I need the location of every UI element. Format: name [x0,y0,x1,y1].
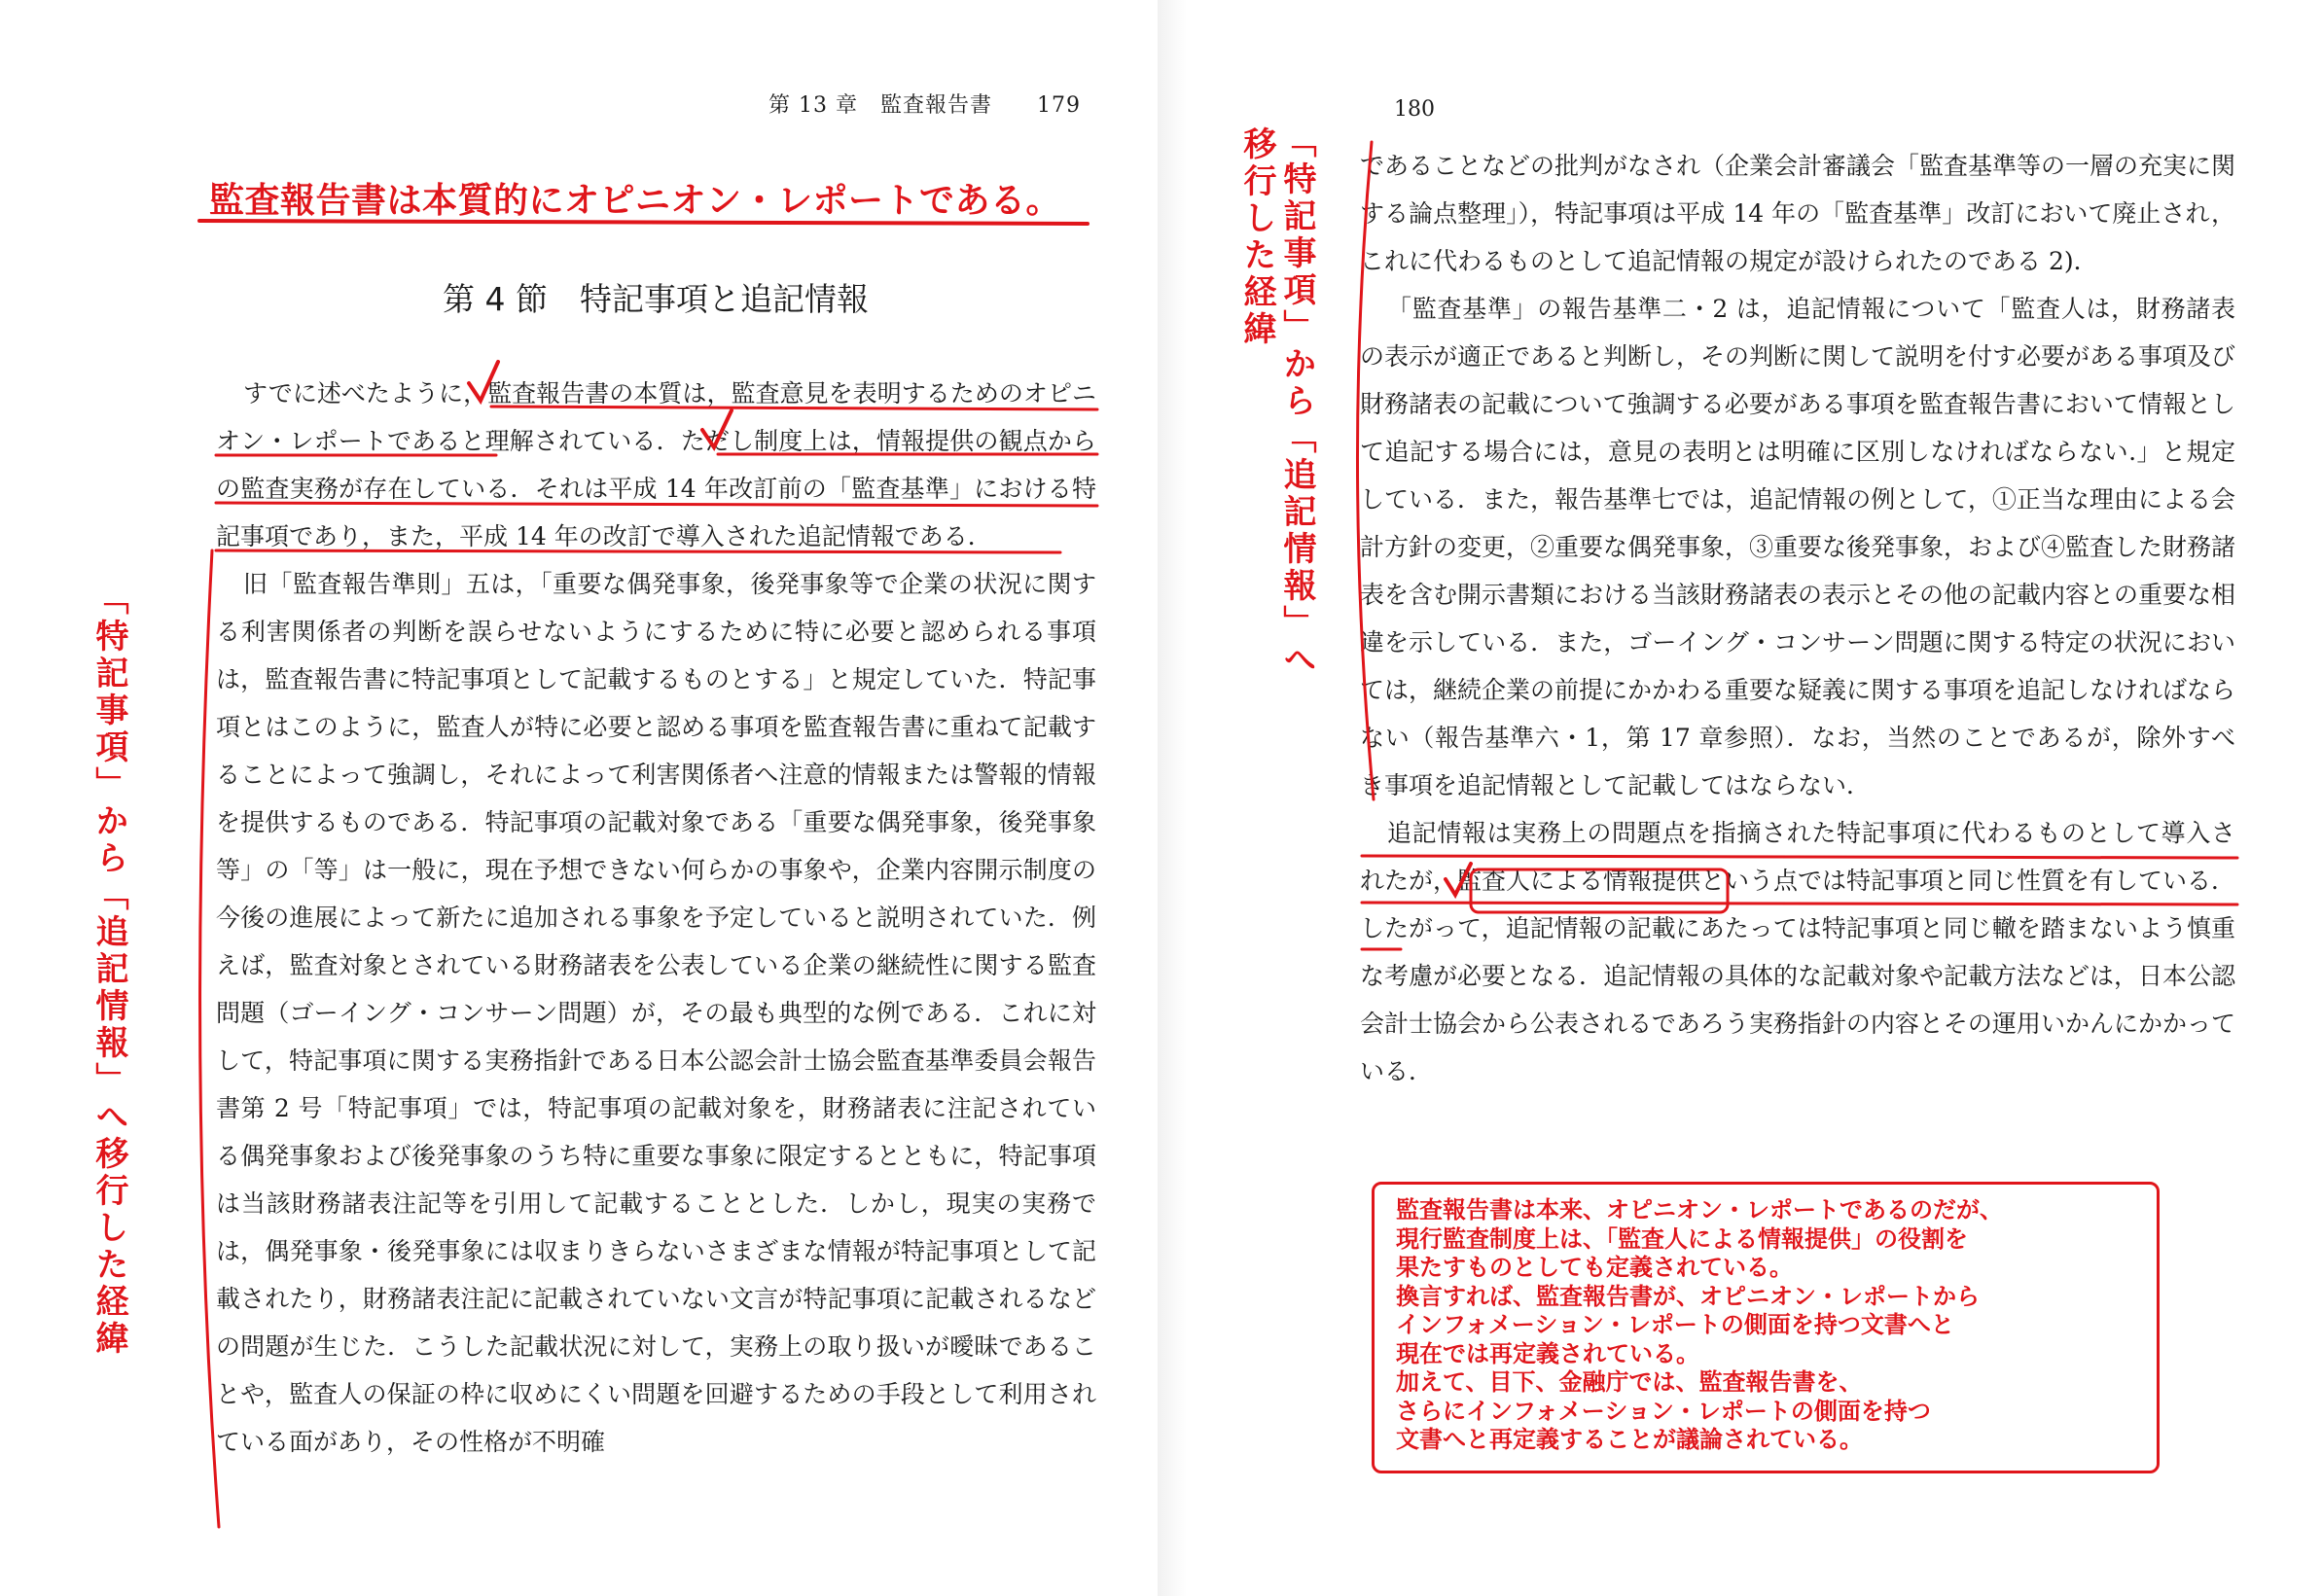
main-title: 監査報告書は本質的にオピニオン・レポートである。 [209,181,1062,221]
underline [216,550,1060,552]
summary-line: 換言すれば、監査報告書が、オピニオン・レポートから [1396,1282,1980,1310]
right-paragraph-1: であることなどの批判がなされ（企業会計審議会「監査基準等の一層の充実に関する論点整理」），特記事項は平成 14 年の「監査基準」改訂において廃止され，これに代わるものとして追記情報の規定が設けられたのである 2)． [1360,152,2236,275]
underline [216,503,1097,506]
summary-line: 果たすものとしても定義されている。 [1396,1254,1793,1281]
summary-line: さらにインフォメーション・レポートの側面を持つ [1396,1397,1931,1425]
summary-line: 文書へと再定義することが議論されている。 [1396,1426,1863,1453]
check-mark [469,362,498,401]
margin-annotation-b: 「特記事項」から「追記情報」へ [1277,124,1316,679]
paragraph-2: 旧「監査報告準則」五は，「重要な偶発事象，後発事象等で企業の状況に関する利害関係者の判断を誤らせないようにするために特に必要と認められる事項は，監査報告書に特記事項として記載するものとする」と規定していた．特記事項とはこのように，監査人が特に必要と認める事項を監査報告書に重ねて記載することによって強調し，それによって利害関係者へ注意的情報または警報的情報を提供するものである．特記事項の記載対象である「重要な偶発事象，後発事象等」の「等」は一般に，現在予想できない何らかの事象や，企業内容開示制度の今後の進展によって新たに追加される事象を予定していると説明されていた．例えば，監査対象とされている財務諸表を公表している企業の継続性に関する監査問題（ゴーイング・コンサーン問題）が，その最も典型的な例である．これに対して，特記事項に関する実務指針である日本公認会計士協会監査基準委員会報告書第 2 号「特記事項」では，特記事項の記載対象を，財務諸表に注記されている偶発事象および後発事象のうち特に重要な事象に限定するとともに，特記事項は当該財務諸表注記等を引用して記載することとした．しかし，現実の実務では，偶発事象・後発事象には収まりきらないさまざまな情報が特記事項として記載されたり，財務諸表注記に記載されていない文言が特記事項に記載されるなどの問題が生じた．こうした記載状況に対して，実務上の取り扱いが曖昧であることや，監査人の保証の枠に収めにくい問題を回避するための手段として利用されている面があり，その性格が不明確 [216,570,1096,1456]
bracket-line [200,550,219,1527]
summary-line: 現行監査制度上は、「監査人による情報提供」の役割を [1396,1224,1968,1253]
section-title: 第 4 節 特記事項と追記情報 [443,280,869,318]
margin-annotation-a: 移行した経緯 [1237,126,1276,348]
bracket-line [1357,142,1374,799]
summary-line: 監査報告書は本来、オピニオン・レポートであるのだが、 [1396,1196,2003,1224]
right-paragraph-2: 「監査基準」の報告基準二・2 は，追記情報について「監査人は，財務諸表の表示が適正であると判断し，その判断に関して説明を付す必要がある事項及び財務諸表の記載について強調する必要がある事項を監査報告書において情報として追記する場合には，意見の表明とは明確に区別しなければならない.」と規定している．また，報告基準七では，追記情報の例として，①正当な理由による会計方針の変更，②重要な偶発事象，③重要な後発事象，および④監査した財務諸表を含む開示書類における当該財務諸表の表示とその他の記載内容との重要な相違を示している．また，ゴーイング・コンサーン問題に関する特定の状況においては，継続企業の前提にかかわる重要な疑義に関する事項を追記しなければならない（報告基準六・1，第 17 章参照）．なお，当然のことであるが，除外すべき事項を追記情報として記載してはならない． [1360,295,2236,799]
check-mark [702,410,732,447]
highlight-box [1471,869,1728,912]
summary-line: 現在では再定義されている。 [1396,1339,1699,1367]
underline [1362,856,2237,858]
right-paragraph-3: 追記情報は実務上の問題点を指摘された特記事項に代わるものとして導入されたが，監査人による情報提供という点では特記事項と同じ性質を有している．したがって，追記情報の記載にあたっては特記事項と同じ轍を踏まないよう慎重な考慮が必要となる．追記情報の具体的な記載対象や記載方法などは，日本公認会計士協会から公表されるであろう実務指針の内容とその運用いかんにかかっている． [1360,819,2236,1085]
summary-line: 加えて、目下、金融庁では、監査報告書を、 [1396,1368,1863,1396]
margin-annotation: 「特記事項」から「追記情報」へ移行した経緯 [89,582,128,1358]
page-number: 180 [1394,97,1435,122]
check-mark [1446,864,1471,895]
title-underline [199,221,1088,224]
underline [1362,903,2237,904]
paragraph-1: すでに述べたように，監査報告書の本質は，監査意見を表明するためのオピニオン・レポートであると理解されている．ただし制度上は，情報提供の観点からの監査実務が存在している．それは平成 14 年改訂前の「監査基準」における特記事項であり，また，平成 14 年の改訂で導入された追記情報である． [216,379,1096,550]
running-head: 第 13 章 監査報告書 179 [768,93,1081,118]
underline [491,407,1097,409]
summary-line: インフォメーション・レポートの側面を持つ文書へと [1396,1311,1954,1338]
